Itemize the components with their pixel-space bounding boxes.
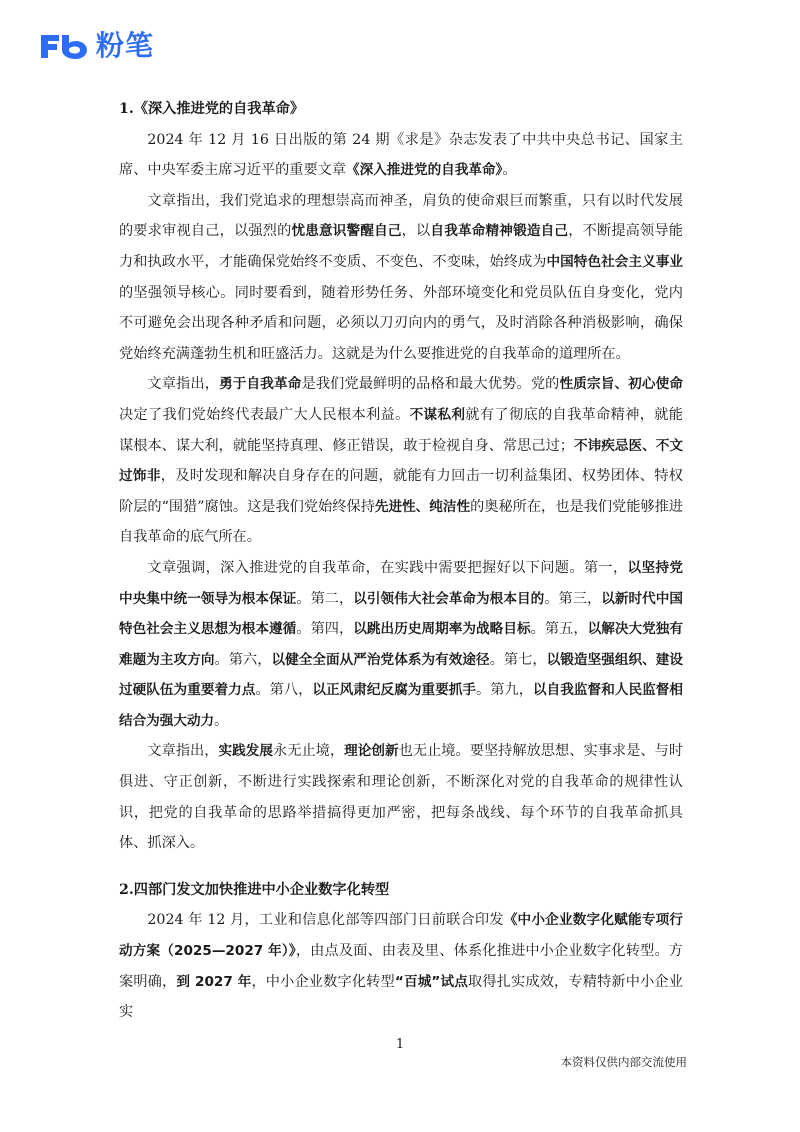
body-text: 就有了彻底的自我革命精神，就能谋根本、谋大利，就能坚持真理、修正错误，敢于检视自身、常思己过； [119,406,683,454]
brand-logo [38,31,154,61]
body-text: 文章指出， [147,743,219,760]
body-text: 。第八， [255,682,313,699]
body-text: 。第五， [530,621,588,638]
body-text: 永无止境， [273,743,345,760]
body-text: 。第二， [296,590,354,607]
body-text: 。第七， [489,651,547,668]
body-text: 2024 年 12 月 16 日出版的第 24 期《求是》杂志发表了中共中央总书记、国家主席、中央军委主席习近平的重要文章 [119,131,683,179]
emphasis-text: 实践发展 [218,743,274,760]
emphasis-text: 忧患意识警醒自己 [291,223,402,240]
page-number: 1 [395,1037,405,1052]
body-text: 文章强调，深入推进党的自我革命，在实践中需要把握好以下问题。第一， [147,559,628,576]
body-text: 。 [502,162,517,179]
section-1-title: 1.《深入推进党的自我革命》 [119,101,305,117]
emphasis-text: 理论创新 [344,743,399,760]
body-text: 。第六， [214,651,272,668]
emphasis-text: 不谋私利 [409,406,466,423]
body-text: 的坚强领导核心。同时要看到，随着形势任务、外部环境变化和党员队伍自身变化，党内不可避免会出现各种矛盾和问题，必须以刀刃向内的勇气，及时消除各种消极影响，确保党始终充满蓬勃生机和旺盛活力。这就是为什么要推进党的自我革命的道理所在。 [119,284,683,362]
section-1-paragraph-1 [119,125,683,186]
emphasis-text: 以正风肃纪反腐为重要抓手 [312,682,477,699]
body-text: 的奥秘所在，也是我们党能够推进自我革命的底气所在。 [119,498,683,546]
emphasis-text: 以自我监督和人民监督相结合为强大动力 [119,682,683,729]
emphasis-text: 以跳出历史周期率为战略目标 [353,621,531,638]
body-text: ，不断提高领导能力和执政水平，才能确保党始终不变质、不变色、不变味，始终成为 [119,223,683,270]
section-1-paragraph-5 [119,736,683,858]
body-text: ，及时发现和解决自身存在的问题，就能有力回击一切利益集团、权势团体、特权阶层的“围猎”腐蚀。这是我们党始终保持 [119,468,683,515]
body-text: ，由点及面、由表及里、体系化推进中小企业数字化转型。方案明确， [119,943,683,990]
emphasis-text: 以健全全面从严治党体系为有效途径 [271,651,490,668]
body-text: 取得扎实成效，专精特新中小企业实 [119,973,683,1021]
section-1-paragraph-4 [119,553,683,737]
section-2-paragraph-1 [119,905,683,1027]
fb-logo-icon [38,31,90,61]
logo-text: 粉笔 [96,29,155,62]
emphasis-text: 《深入推进党的自我革命》 [346,162,503,179]
body-text: ，中小企业数字化转型 [251,973,395,990]
section-1-paragraph-2 [119,186,683,370]
emphasis-text: 勇于自我革命 [219,376,302,393]
emphasis-text: 先进性、纯洁性 [374,498,471,515]
emphasis-text: 性质宗旨、初心使命 [559,376,683,393]
body-text: 。第九， [476,682,533,699]
body-text: 。 [214,712,229,729]
body-text: 文章指出， [147,376,220,393]
emphasis-text: 不讳疾忌医、不文过饰非 [119,437,683,485]
section-2-title: 2.四部门发文加快推进中小企业数字化转型 [119,881,390,898]
emphasis-text: 以锻造坚强组织、建设过硬队伍为重要着力点 [119,651,683,699]
body-text: 。第三， [544,590,602,607]
emphasis-text: “百城”试点 [394,973,469,990]
body-text: 文章指出，我们党追求的理想崇高而神圣，肩负的使命艰巨而繁重，只有以时代发展的要求审视自己，以强烈的 [119,192,683,240]
emphasis-text: 以坚持党中央集中统一领导为根本保证 [119,559,683,607]
body-text: 2024 年 12 月，工业和信息化部等四部门日前联合印发 [147,912,504,929]
body-text: ，以 [401,223,431,240]
body-text: 是我们党最鲜明的品格和最大优势。党的 [301,376,560,393]
body-text: 也无止境。要坚持解放思想、实事求是、与时俱进、守正创新，不断进行实践探索和理论创新，不断深化对党的自我革命的规律性认识，把党的自我革命的思路举措搞得更加严密，把每条战线、每个环节的自我革命抓具体、抓深入。 [119,743,684,852]
emphasis-text: 到 2027 年 [176,973,252,990]
section-1-paragraph-3 [119,369,683,553]
emphasis-text: 以新时代中国特色社会主义思想为根本遵循 [119,590,683,638]
emphasis-text: 以引领伟大社会革命为根本目的 [353,590,545,607]
emphasis-text: 中国特色社会主义事业 [546,253,683,270]
emphasis-text: 自我革命精神锻造自己 [430,223,569,240]
emphasis-text: 以解决大党独有难题为主攻方向 [119,621,683,668]
body-text: 。第四， [296,621,354,638]
body-text: 决定了我们党始终代表最广大人民根本利益。 [119,406,410,423]
document-body [119,94,683,1028]
footer-note: 本资料仅供内部交流使用 [560,1055,687,1069]
emphasis-text: 《中小企业数字化赋能专项行动方案（2025—2027 年）》 [119,912,683,960]
